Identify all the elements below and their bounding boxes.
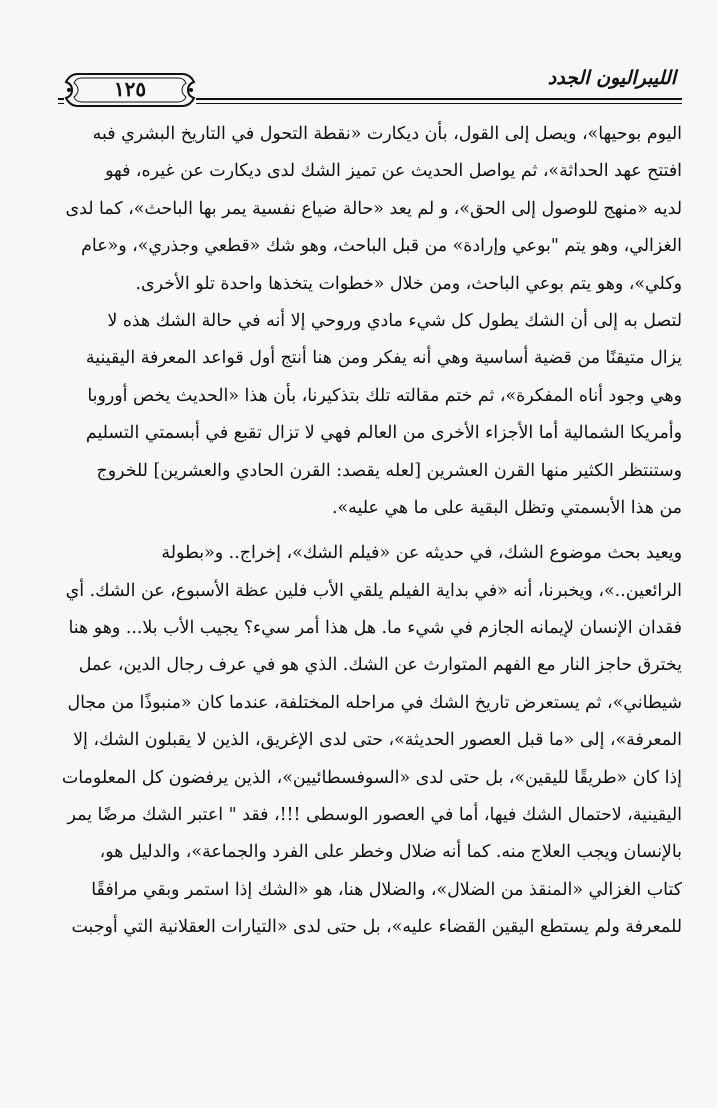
text-line: لتصل به إلى أن الشك يطول كل شيء مادي وروحي إلا أنه في حالة الشك هذه لا: [107, 310, 682, 331]
page-number-box: [64, 70, 196, 110]
text-line: الرائعين..»، ويخبرنا، أنه «في بداية الفيلم يلقي الأب فلين عظة الأسبوع، عن الشك. أي: [65, 580, 682, 601]
book-title: الليبراليون الجدد: [540, 67, 678, 89]
text-line: وكلي»، وهو يتم بوعي الباحث، ومن خلال «خطوات يتخذها واحدة تلو الأخرى.: [135, 273, 682, 294]
paragraph: [48, 116, 682, 527]
text-line: بالإنسان ويجب العلاج منه. كما أنه ضلال وخطر على الفرد والجماعة»، والدليل هو،: [99, 842, 682, 863]
text-line: شيطاني»، ثم يستعرض تاريخ الشك في مراحله المختلفة، عندما كان «منبوذًا من مجال: [67, 692, 682, 713]
text-line: ويعيد بحث موضوع الشك، في حديثه عن «فيلم الشك»، إخراج.. و«بطولة: [161, 543, 682, 564]
text-line: فقدان الإنسان لإيمانه الجازم في شيء ما. هل هذا أمر سيء؟ يجيب الأب بلا... وهو هنا: [68, 618, 682, 639]
text-line: يزال متيقنًا من قضية أساسية وهي أنه يفكر ومن هنا أنتج أول قواعد المعرفة اليقينية: [85, 348, 682, 369]
text-line: للمعرفة ولم يستطع اليقين القضاء عليه»، بل حتى لدى «التيارات العقلانية التي أوجبت: [71, 917, 682, 938]
text-line: من هذا الأبسمتي وتظل البقية على ما هي عليه».: [331, 497, 682, 518]
text-line: اليقينية، لاحتمال الشك فيها، أما في العصور الوسطى !!!، فقد " اعتبر الشك مرضًا يمر: [67, 805, 682, 826]
text-line: وأمريكا الشمالية أما الأجزاء الأخرى من العالم فهي لا تزال تقبع في أبسمتي التسليم: [85, 423, 682, 444]
running-header: [58, 64, 682, 114]
text-line: كتاب الغزالي «المنقذ من الضلال»، والضلال هنا، هو «الشك إذا استمر وبقي مرافقًا: [91, 879, 682, 900]
paragraph: [48, 535, 682, 946]
text-line: لديه «منهج للوصول إلى الحق»، و لم يعد «حالة ضياع نفسية يمر بها الباحث»، كما لدى: [65, 198, 682, 219]
text-line: المعرفة»، إلى «ما قبل العصور الحديثة»، حتى لدى الإغريق، الذين لا يقبلون الشك، إلا: [73, 730, 682, 751]
page-number: ١٢٥: [113, 77, 147, 101]
text-line: يخترق حاجز النار مع الفهم المتوارث عن الشك. الذي هو في عرف رجال الدين، عمل: [78, 655, 682, 676]
text-line: اليوم بوحيها»، ويصل إلى القول، بأن ديكارت «نقطة التحول في التاريخ البشري فبه: [92, 124, 682, 144]
text-line: افتتح عهد الحداثة»، ثم يواصل الحديث عن تميز الشك لدى ديكارت عن غيره، فهو: [105, 161, 682, 182]
text-line: وستنتظر الكثير منها القرن العشرين [لعله يقصد: القرن الحادي والعشرين] للخروج: [96, 460, 682, 481]
text-line: إذا كان «طريقًا لليقين»، بل حتى لدى «السوفسطائيين»، الذين يرفضون كل المعلومات: [61, 767, 682, 788]
text-line: وهي وجود أناه المفكرة»، ثم ختم مقالته تلك بتذكيرنا، بأن هذا «الحديث يخص أوروبا: [87, 385, 682, 406]
text-line: الغزالي، وهو يتم "بوعي وإرادة» من قبل الباحث، وهو شك «قطعي وجذري»، و«عام: [81, 236, 682, 257]
body-text: [48, 116, 682, 947]
paragraph-gap: [48, 527, 682, 535]
